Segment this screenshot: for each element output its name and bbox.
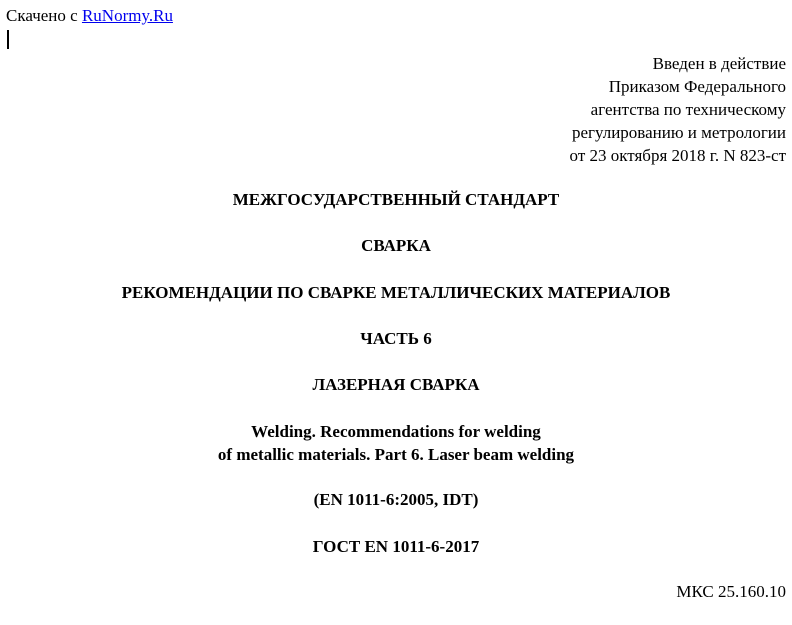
approval-line: регулированию и метрологии [571,123,786,142]
standard-subject: СВАРКА [361,236,431,255]
english-title-line-1: Welding. Recommendations for welding [251,422,541,441]
source-line [6,6,173,26]
approval-line: Приказом Федерального [608,77,786,96]
approval-line: Введен в действие [652,54,786,73]
approval-line: агентства по техническому [590,100,786,119]
standard-part: ЧАСТЬ 6 [360,329,432,348]
approval-line: от 23 октября 2018 г. N 823-ст [569,146,786,165]
standard-part-title: ЛАЗЕРНАЯ СВАРКА [312,375,480,394]
source-prefix: Скачено с [6,6,78,25]
standard-category: МЕЖГОСУДАРСТВЕННЫЙ СТАНДАРТ [232,190,560,209]
english-title-line-2: of metallic materials. Part 6. Laser beam welding [217,445,575,464]
mks-code: МКС 25.160.10 [676,582,786,601]
approval-block [570,52,786,167]
standard-title: РЕКОМЕНДАЦИИ ПО СВАРКЕ МЕТАЛЛИЧЕСКИХ МАТЕРИАЛОВ [121,283,671,302]
text-caret [7,30,9,49]
source-link[interactable]: RuNormy.Ru [81,6,173,25]
standard-equivalence: (EN 1011-6:2005, IDT) [313,490,479,509]
standard-designation: ГОСТ EN 1011-6-2017 [312,537,480,556]
